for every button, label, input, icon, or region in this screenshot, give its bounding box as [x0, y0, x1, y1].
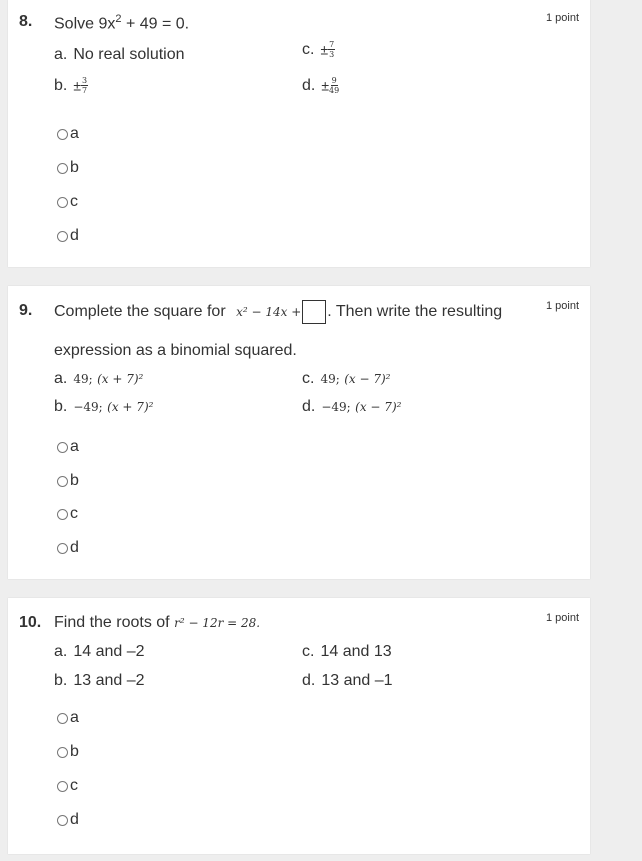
- radio-choice-d[interactable]: d: [57, 539, 79, 557]
- radio-circle-icon[interactable]: [57, 163, 68, 174]
- option-b: b. 13 and –2: [54, 672, 145, 689]
- radio-circle-icon[interactable]: [57, 197, 68, 208]
- radio-circle-icon[interactable]: [57, 509, 68, 520]
- option-b: b. ± $\frac{3}{7}$: [54, 76, 88, 95]
- option-a: a. 49; (x + 7)²: [54, 370, 144, 387]
- radio-circle-icon[interactable]: [57, 476, 68, 487]
- radio-choice-d[interactable]: d: [57, 811, 79, 829]
- points-label: 1 point: [545, 300, 579, 312]
- radio-choice-c[interactable]: c: [57, 505, 78, 523]
- option-c: c. 14 and 13: [302, 643, 392, 660]
- radio-circle-icon[interactable]: [57, 543, 68, 554]
- points-label: 1 point: [545, 612, 579, 624]
- question-card-10: [8, 598, 590, 854]
- option-d: d. ± $\frac{9}{49}$: [302, 76, 340, 95]
- option-a: a. No real solution: [54, 46, 185, 63]
- radio-choice-a[interactable]: a: [57, 125, 79, 143]
- option-b: b. −49; (x + 7)²: [54, 398, 154, 415]
- radio-circle-icon[interactable]: [57, 713, 68, 724]
- radio-circle-icon[interactable]: [57, 129, 68, 140]
- radio-choice-b[interactable]: b: [57, 472, 79, 490]
- radio-choice-b[interactable]: b: [57, 159, 79, 177]
- radio-circle-icon[interactable]: [57, 781, 68, 792]
- radio-choice-c[interactable]: c: [57, 193, 78, 211]
- question-number: 10.: [19, 614, 42, 631]
- question-text-line2: expression as a binomial squared.: [54, 342, 297, 359]
- option-a: a. 14 and –2: [54, 643, 145, 660]
- option-d: d. 13 and –1: [302, 672, 393, 689]
- radio-circle-icon[interactable]: [57, 747, 68, 758]
- option-d: d. −49; (x − 7)²: [302, 398, 402, 415]
- radio-circle-icon[interactable]: [57, 442, 68, 453]
- question-text: Solve $9x^2 + 49 = 0$.: [54, 13, 190, 33]
- radio-choice-b[interactable]: b: [57, 743, 79, 761]
- blank-box: [302, 300, 326, 324]
- radio-choice-d[interactable]: d: [57, 227, 79, 245]
- radio-circle-icon[interactable]: [57, 231, 68, 242]
- radio-choice-c[interactable]: c: [57, 777, 78, 795]
- question-card-8: [8, 0, 590, 267]
- question-number: 8.: [19, 13, 33, 30]
- radio-choice-a[interactable]: a: [57, 438, 79, 456]
- radio-choice-a[interactable]: a: [57, 709, 79, 727]
- option-c: c. 49; (x − 7)²: [302, 370, 391, 387]
- option-c: c. ± $\frac{7}{3}$: [302, 40, 335, 59]
- question-text: Complete the square for x² − 14x + . Then write the resulting: [54, 300, 502, 324]
- question-number: 9.: [19, 302, 33, 319]
- radio-circle-icon[interactable]: [57, 815, 68, 826]
- question-text: Find the roots of r² − 12r = 28.: [54, 614, 261, 631]
- points-label: 1 point: [545, 12, 579, 24]
- question-card-9: [8, 286, 590, 579]
